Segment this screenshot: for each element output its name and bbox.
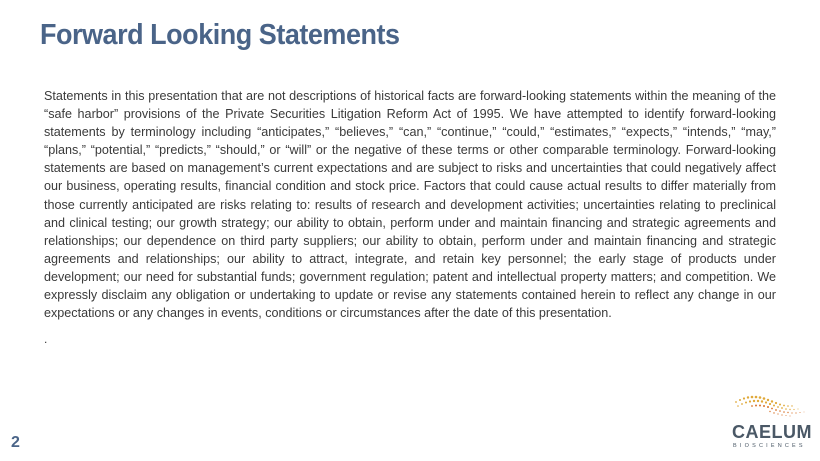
page-number: 2	[11, 434, 20, 451]
trailing-mark: .	[44, 332, 48, 346]
disclaimer-paragraph: Statements in this presentation that are not descriptions of historical facts are forward-looking statements within the meaning of the “safe harbor” provisions of the Private Securities Litigation Reform Act of 1995. We have attempted to identify forward-looking statements by terminology including “anticipates,” “believes,” “can,” “continue,” “could,” “estimates,” “expects,” “intends,” “may,” “plans,” “potential,” “predicts,” “should,” or “will” or the negative of these terms or other comparable terminology. Forward-looking statements are based on management’s current expectations and are subject to risks and uncertainties that could negatively affect our business, operating results, financial condition and stock price. Factors that could cause actual results to differ materially from those currently anticipated are risks relating to: results of research and development activities; uncertainties relating to preclinical and clinical testing; our growth strategy; our ability to obtain, perform under and maintain financing and strategic agreements and relationships; our dependence on third party suppliers; our ability to obtain, perform under and maintain financing and strategic agreements and relationships; our ability to attract, integrate, and retain key personnel; the early stage of products under development; our need for substantial funds; government regulation; patent and intellectual property matters; and competition. We expressly disclaim any obligation or undertaking to update or revise any statements contained herein to reflect any change in our expectations or any changes in events, conditions or circumstances after the date of this presentation.	[44, 89, 776, 321]
logo-name: CAELUM	[732, 422, 812, 442]
swirl-dots-icon	[726, 388, 810, 424]
logo-subtitle: BIOSCIENCES	[733, 443, 806, 449]
slide-title: Forward Looking Statements	[40, 19, 400, 51]
company-logo	[726, 388, 810, 454]
